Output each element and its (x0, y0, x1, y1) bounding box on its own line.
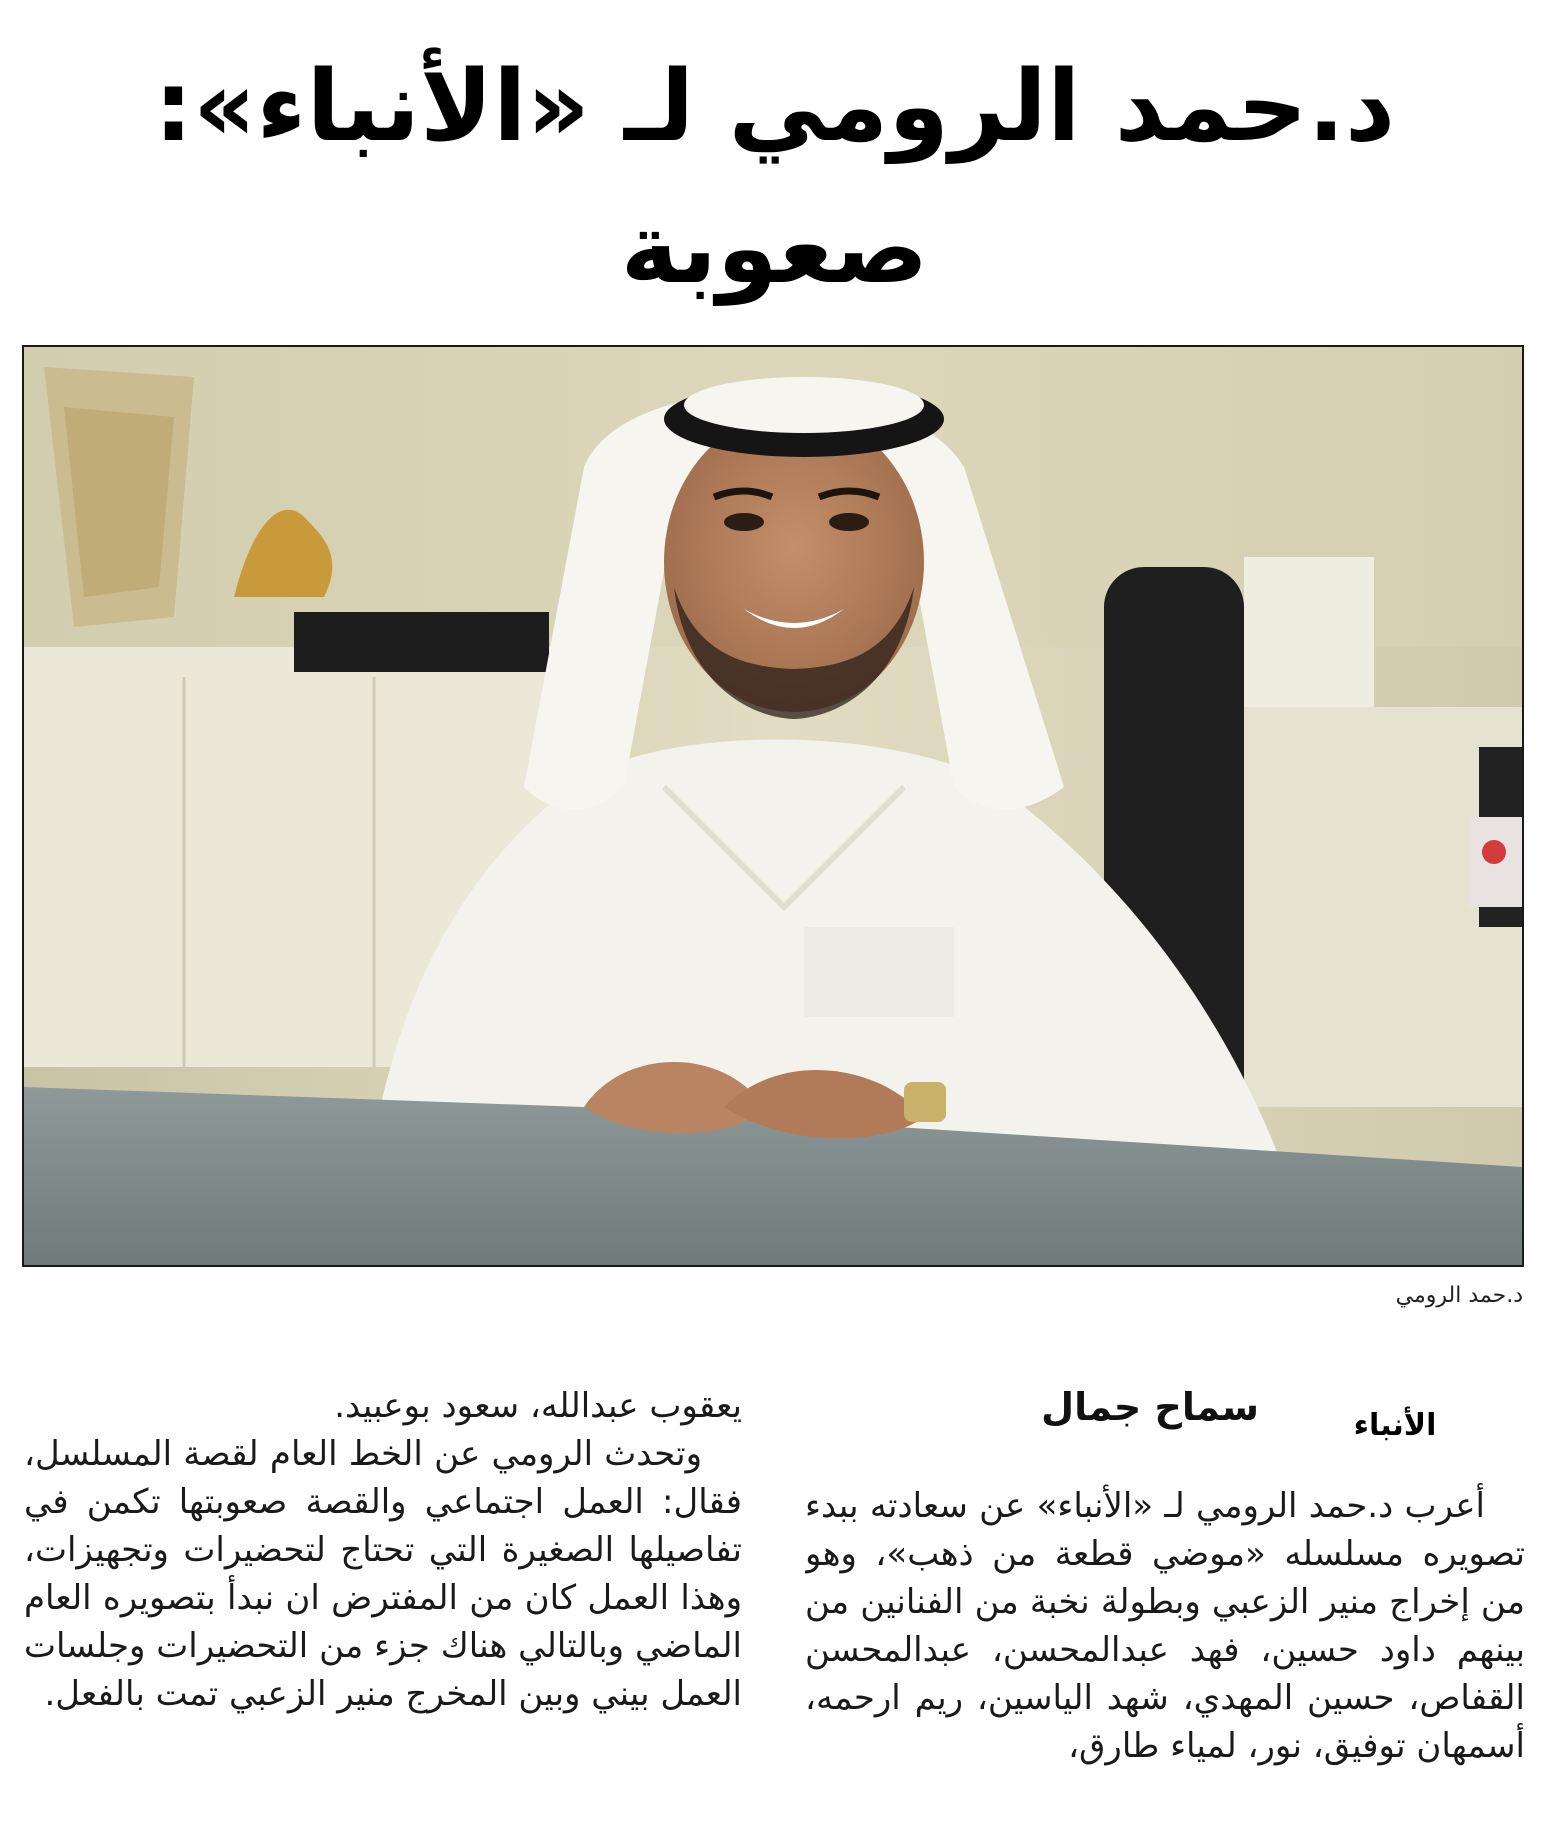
article-paragraph-2: وتحدث الرومي عن الخط العام لقصة المسلسل، فقال: العمل اجتماعي والقصة صعوبتها تكمن في تفاصيلها الصغيرة التي تحتاج لتحضيرات وتجهيزات، وهذا العمل كان من المفترض ان نبدأ بتصويره العام الماضي وبالتالي هناك جزء من التحضيرات وجلسات العمل بيني وبين المخرج منير الزعبي تمت بالفعل. (24, 1434, 742, 1714)
article-paragraph-1: أعرب د.حمد الرومي لـ «الأنباء» عن سعادته ببدء تصويره مسلسله «موضي قطعة من ذهب»، وهو من إخراج منير الزعبي وبطولة نخبة من الفنانين من بينهم داود حسين، فهد عبدالمحسن، عبدالمحسن القفاص، حسين المهدي، شهد الياسين، ريم ارحمه، أسمهان توفيق، نور، لمياء طارق، (805, 1486, 1525, 1766)
portrait-illustration (24, 347, 1522, 1265)
article-column-right (805, 1482, 1525, 1827)
article-continuation: يعقوب عبدالله، سعود بوعبيد. (334, 1386, 742, 1426)
logo-text: الأنباء (1353, 1408, 1437, 1443)
photo-caption: د.حمد الرومي (1395, 1283, 1523, 1308)
al-anba-logo (1335, 1405, 1455, 1443)
headline-line-1: د.حمد الرومي لـ «الأنباء»: صعوبة (153, 50, 1396, 306)
author-byline: سماح جمال (1041, 1385, 1259, 1429)
article-column-left (24, 1382, 742, 1827)
article-photo (22, 345, 1524, 1267)
